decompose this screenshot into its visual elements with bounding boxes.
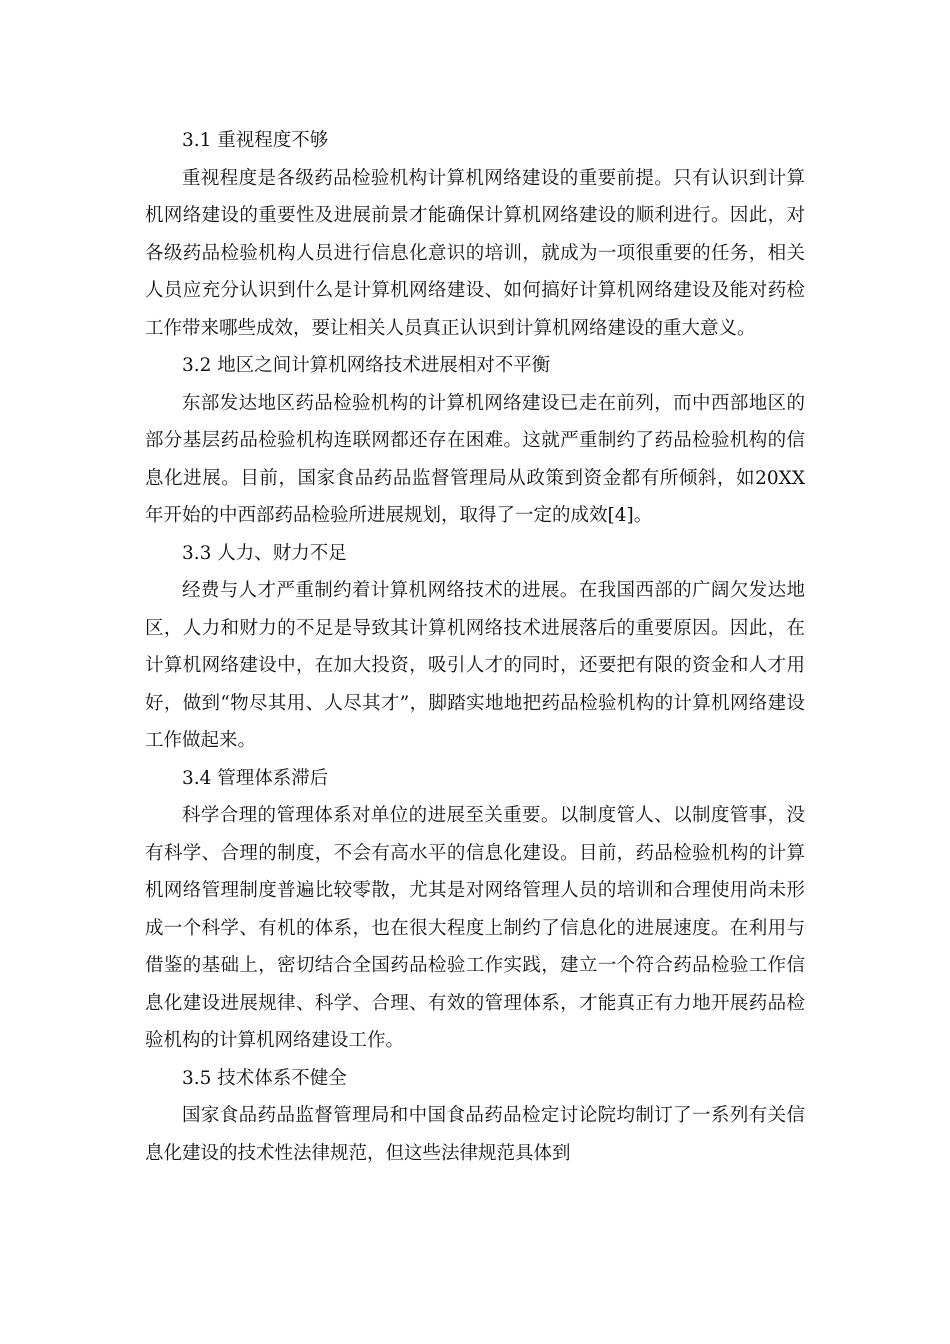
section-heading-3-5: 3.5 技术体系不健全 xyxy=(182,1067,347,1089)
section-heading-3-1: 3.1 重视程度不够 xyxy=(182,130,329,151)
section-paragraph-3-4: 科学合理的管理体系对单位的进展至关重要。以制度管人、以制度管事，没有科学、合理的制度，不会有高水平的信息化建设。目前，药品检验机构的计算机网络管理制度普遍比较零散，尤其是对网络管理人员的培训和合理使用尚未形成一个科学、有机的体系，也在很大程度上制约了信息化的进展速度。在利用与借鉴的基础上，密切结合全国药品检验工作实践，建立一个符合药品检验工作信息化建设进展规律、科学、合理、有效的管理体系，才能真正有力地开展药品检验机构的计算机网络建设工作。 xyxy=(145,805,805,1051)
section-heading-3-2: 3.2 地区之间计算机网络技术进展相对不平衡 xyxy=(182,355,551,376)
section-paragraph-3-1: 重视程度是各级药品检验机构计算机网络建设的重要前提。只有认识到计算机网络建设的重要性及进展前景才能确保计算机网络建设的顺利进行。因此，对各级药品检验机构人员进行信息化意识的培训，就成为一项很重要的任务，相关人员应充分认识到什么是计算机网络建设、如何搞好计算机网络建设及能对药检工作带来哪些成效，要让相关人员真正认识到计算机网络建设的重大意义。 xyxy=(145,167,805,339)
document-body xyxy=(145,122,805,1172)
section-heading-3-4: 3.4 管理体系滞后 xyxy=(182,767,329,789)
section-heading-3-3: 3.3 人力、财力不足 xyxy=(182,542,347,564)
section-paragraph-3-2: 东部发达地区药品检验机构的计算机网络建设已走在前列，而中西部地区的部分基层药品检验机构连联网都还存在困难。这就严重制约了药品检验机构的信息化进展。目前，国家食品药品监督管理局从政策到资金都有所倾斜，如20XX年开始的中西部药品检验所进展规划，取得了一定的成效[4]。 xyxy=(145,392,805,526)
section-paragraph-3-3: 经费与人才严重制约着计算机网络技术的进展。在我国西部的广阔欠发达地区，人力和财力的不足是导致其计算机网络技术进展落后的重要原因。因此，在计算机网络建设中，在加大投资，吸引人才的同时，还要把有限的资金和人才用好，做到“物尽其用、人尽其才”，脚踏实地地把药品检验机构的计算机网络建设工作做起来。 xyxy=(145,580,805,751)
section-paragraph-3-5: 国家食品药品监督管理局和中国食品药品检定讨论院均制订了一系列有关信息化建设的技术性法律规范，但这些法律规范具体到 xyxy=(145,1105,805,1164)
